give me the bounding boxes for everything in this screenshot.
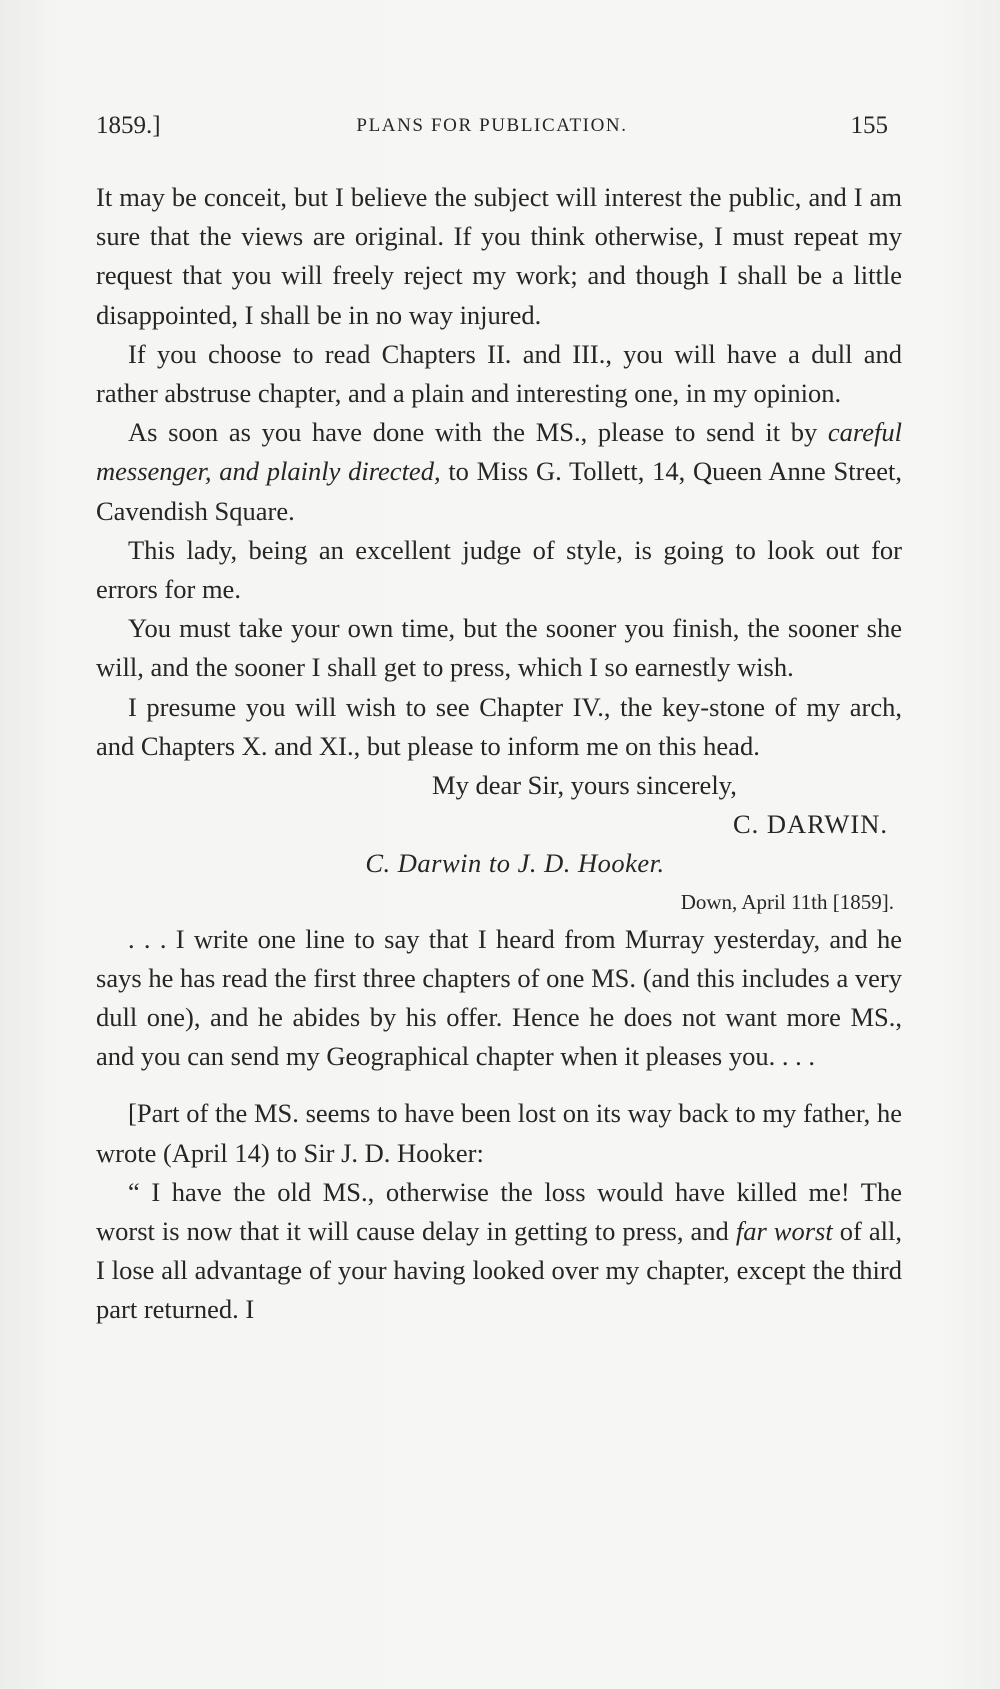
paragraph-gap: [96, 1076, 902, 1094]
running-header: [96, 112, 888, 152]
letter-closing: My dear Sir, yours sincerely,: [432, 770, 737, 801]
paragraph-7: . . . I write one line to say that I heard from Murray yesterday, and he says he has read the first three chapters of one MS. (and this includes a very dull one), and he abides by his offer. Hence he does not want more MS., and you can send my Geographical chapter when it pleases you. . . .: [96, 923, 902, 1072]
paragraph-9: [96, 1173, 902, 1330]
paragraph-2: If you choose to read Chapters II. and III., you will have a dull and rather abstruse chapter, and a plain and interesting one, in my opinion.: [96, 338, 902, 409]
paragraph-4: This lady, being an excellent judge of style, is going to look out for errors for me.: [96, 534, 902, 605]
paragraph-9-end: of all, I lose all advantage of your having looked over my chapter, except the third part returned. I: [96, 1216, 903, 1325]
paragraph-3-start: As soon as you have done with the MS., please to send it by: [128, 417, 828, 448]
header-year: 1859.]: [96, 112, 161, 139]
letter-signature: C. DARWIN.: [732, 809, 888, 840]
paragraph-3: [96, 413, 902, 531]
page-number: 155: [850, 112, 888, 139]
page-body: [96, 178, 902, 1330]
paragraph-3-italic: careful messenger, and plainly directed,: [96, 417, 902, 487]
letter-dateline: Down, April 11th [1859].: [680, 889, 894, 914]
header-title: PLANS FOR PUBLICATION.: [356, 115, 628, 136]
paragraph-3-end: to Miss G. Tollett, 14, Queen Anne Street, Cavendish Square.: [96, 456, 902, 526]
paragraph-9-italic: far worst: [735, 1216, 833, 1247]
paragraph-5: You must take your own time, but the sooner you finish, the sooner she will, and the sooner I shall get to press, which I so earnestly wish.: [96, 613, 902, 683]
paragraph-9-start: “ I have the old MS., otherwise the loss would have killed me! The worst is now that it will cause delay in getting to press, and: [96, 1176, 902, 1247]
paragraph-1: It may be conceit, but I believe the subject will interest the public, and I am sure that the views are original. If you think otherwise, I must repeat my request that you will freely reject my work; and though I shall be a little disappointed, I shall be in no way injured.: [96, 182, 902, 330]
paragraph-6: I presume you will wish to see Chapter IV., the key-stone of my arch, and Chapters X. and XI., but please to inform me on this head.: [96, 691, 902, 761]
paragraph-8: [Part of the MS. seems to have been lost on its way back to my father, he wrote (April 14) to Sir J. D. Hooker:: [96, 1098, 902, 1168]
letter-heading: C. Darwin to J. D. Hooker.: [365, 848, 665, 879]
